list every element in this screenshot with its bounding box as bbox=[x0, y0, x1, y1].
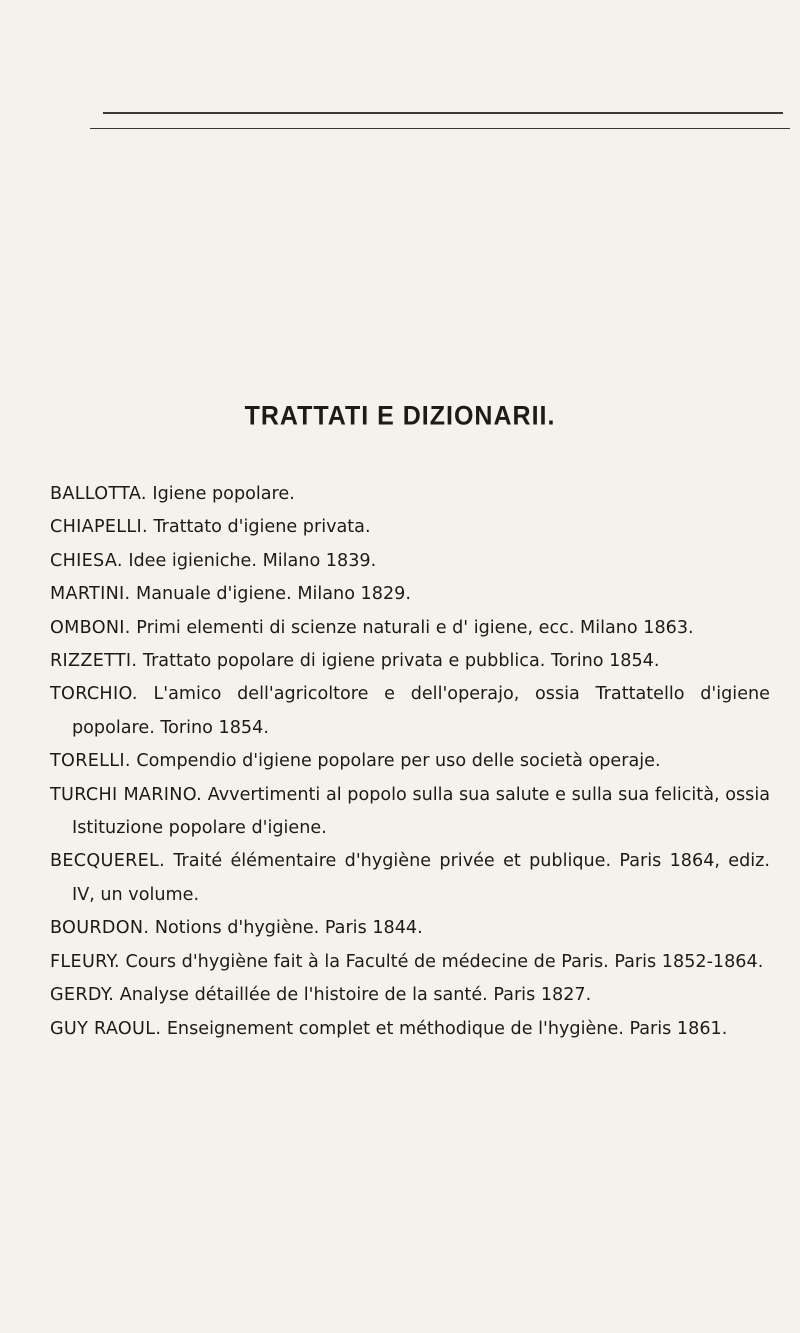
entry-author: TURCHI MARINO. bbox=[50, 784, 203, 805]
top-rule bbox=[103, 112, 783, 114]
page-heading: TRATTATI E DIZIONARII. bbox=[244, 400, 556, 432]
bibliography-entry bbox=[50, 612, 770, 645]
entry-author: BOURDON. bbox=[50, 918, 150, 939]
bibliography-entry bbox=[50, 511, 770, 544]
entry-text: Enseignement complet et méthodique de l'hygiène. Paris 1861. bbox=[166, 1018, 728, 1039]
entry-text: Cours d'hygiène fait à la Faculté de médecine de Paris. Paris 1852-1864. bbox=[125, 951, 764, 972]
bibliography-entry bbox=[50, 845, 770, 912]
entry-author: BALLOTTA. bbox=[50, 484, 147, 504]
entry-author: GUY RAOUL. bbox=[50, 1018, 162, 1039]
entry-author: CHIAPELLI. bbox=[50, 517, 148, 538]
entry-text: Trattato popolare di igiene privata e pubblica. Torino 1854. bbox=[142, 651, 660, 672]
bibliography-entry bbox=[50, 779, 770, 846]
entry-text: Manuale d'igiene. Milano 1829. bbox=[136, 584, 411, 605]
entry-text: Idee igieniche. Milano 1839. bbox=[128, 550, 377, 571]
bibliography-entry bbox=[50, 678, 770, 745]
entry-text: Analyse détaillée de l'histoire de la santé. Paris 1827. bbox=[119, 985, 592, 1006]
entry-author: TORCHIO. bbox=[50, 684, 138, 705]
bibliography-entry bbox=[50, 478, 770, 511]
bibliography-list bbox=[50, 478, 770, 1046]
entry-text: Compendio d'igiene popolare per uso delle società operaje. bbox=[136, 751, 661, 772]
entry-author: RIZZETTI. bbox=[50, 651, 138, 672]
entry-text: Avvertimenti al popolo sulla sua salute e sulla sua felicità, ossia Istituzione popolare d'igiene. bbox=[72, 784, 770, 839]
entry-text: Igiene popolare. bbox=[152, 484, 295, 504]
bibliography-entry bbox=[50, 912, 770, 945]
entry-text: Trattato d'igiene privata. bbox=[153, 517, 371, 538]
top-rule-thin bbox=[90, 128, 790, 129]
bibliography-entry bbox=[50, 979, 770, 1012]
entry-text: Notions d'hygiène. Paris 1844. bbox=[154, 918, 423, 939]
bibliography-entry bbox=[50, 545, 770, 578]
bibliography-entry bbox=[50, 745, 770, 778]
bibliography-entry bbox=[50, 946, 770, 979]
bibliography-entry bbox=[50, 645, 770, 678]
entry-author: OMBONI. bbox=[50, 617, 131, 638]
entry-author: GERDY. bbox=[50, 985, 115, 1006]
entry-author: FLEURY. bbox=[50, 951, 120, 972]
entry-text: Primi elementi di scienze naturali e d' igiene, ecc. Milano 1863. bbox=[136, 617, 694, 638]
entry-author: MARTINI. bbox=[50, 584, 131, 605]
bibliography-entry bbox=[50, 578, 770, 611]
bibliography-entry bbox=[50, 1013, 770, 1046]
entry-author: CHIESA. bbox=[50, 550, 123, 571]
entry-author: BECQUEREL. bbox=[50, 851, 166, 872]
entry-author: TORELLI. bbox=[50, 751, 131, 772]
entry-text: Traité élémentaire d'hygiène privée et publique. Paris 1864, ediz. IV, un volume. bbox=[72, 851, 770, 905]
entry-text: L'amico dell'agricoltore e dell'operajo, ossia Trattatello d'igiene popolare. Torino 1854. bbox=[72, 684, 770, 738]
